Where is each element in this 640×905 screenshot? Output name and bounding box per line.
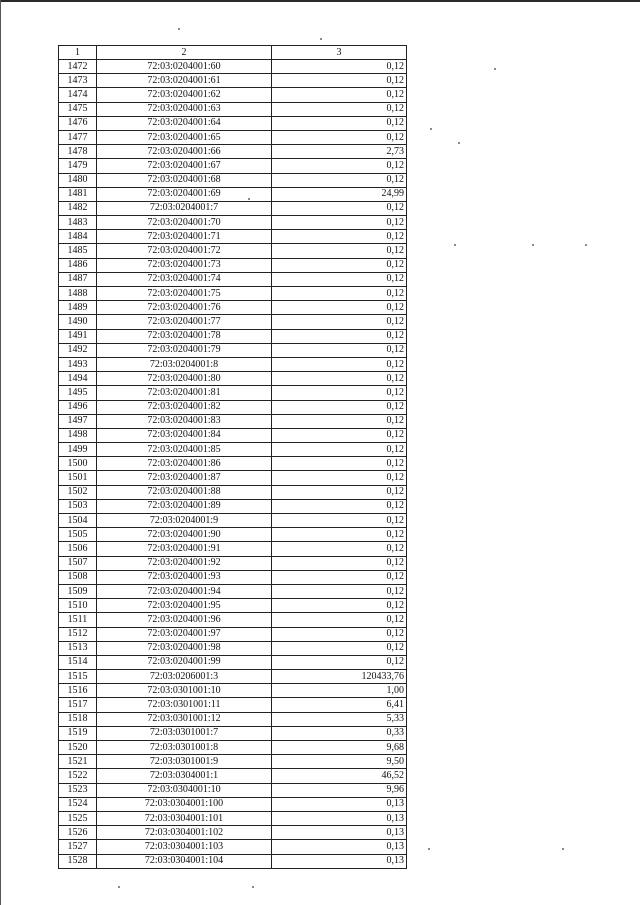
row-number-cell: 1502: [59, 485, 97, 499]
row-number-cell: 1514: [59, 655, 97, 669]
cadastral-number-cell: 72:03:0204001:89: [97, 499, 272, 513]
row-number-cell: 1524: [59, 797, 97, 811]
row-number-cell: 1493: [59, 357, 97, 371]
row-number-cell: 1473: [59, 74, 97, 88]
value-cell: 0,12: [272, 372, 407, 386]
table-row: [59, 811, 407, 825]
value-cell: 0,12: [272, 613, 407, 627]
row-number-cell: 1506: [59, 542, 97, 556]
table-row: [59, 258, 407, 272]
row-number-cell: 1518: [59, 712, 97, 726]
value-cell: 0,12: [272, 343, 407, 357]
scan-speck: [118, 886, 120, 888]
row-number-cell: 1480: [59, 173, 97, 187]
cadastral-number-cell: 72:03:0204001:70: [97, 216, 272, 230]
cadastral-number-cell: 72:03:0301001:10: [97, 684, 272, 698]
value-cell: 0,13: [272, 797, 407, 811]
row-number-cell: 1508: [59, 570, 97, 584]
cadastral-number-cell: 72:03:0204001:66: [97, 145, 272, 159]
cadastral-number-cell: 72:03:0204001:93: [97, 570, 272, 584]
table-row: [59, 528, 407, 542]
table-row: [59, 670, 407, 684]
value-cell: 0,12: [272, 272, 407, 286]
value-cell: 2,73: [272, 145, 407, 159]
value-cell: 0,12: [272, 655, 407, 669]
cadastral-number-cell: 72:03:0301001:7: [97, 726, 272, 740]
cadastral-number-cell: 72:03:0204001:71: [97, 230, 272, 244]
cadastral-number-cell: 72:03:0204001:75: [97, 287, 272, 301]
value-cell: 0,12: [272, 74, 407, 88]
scan-speck: [454, 244, 456, 246]
value-cell: 0,12: [272, 329, 407, 343]
value-cell: 0,12: [272, 400, 407, 414]
value-cell: 0,12: [272, 244, 407, 258]
table-row: [59, 556, 407, 570]
row-number-cell: 1501: [59, 471, 97, 485]
value-cell: 0,12: [272, 584, 407, 598]
row-number-cell: 1521: [59, 755, 97, 769]
cadastral-number-cell: 72:03:0204001:72: [97, 244, 272, 258]
row-number-cell: 1500: [59, 457, 97, 471]
row-number-cell: 1486: [59, 258, 97, 272]
row-number-cell: 1489: [59, 301, 97, 315]
table-row: [59, 230, 407, 244]
row-number-cell: 1515: [59, 670, 97, 684]
value-cell: 0,12: [272, 315, 407, 329]
scan-speck: [562, 848, 564, 850]
cadastral-number-cell: 72:03:0204001:78: [97, 329, 272, 343]
row-number-cell: 1498: [59, 428, 97, 442]
table-row: [59, 655, 407, 669]
row-number-cell: 1485: [59, 244, 97, 258]
cadastral-number-cell: 72:03:0204001:76: [97, 301, 272, 315]
value-cell: 0,12: [272, 201, 407, 215]
cadastral-number-cell: 72:03:0304001:102: [97, 826, 272, 840]
value-cell: 9,96: [272, 783, 407, 797]
table-row: [59, 826, 407, 840]
cadastral-number-cell: 72:03:0204001:94: [97, 584, 272, 598]
table-row: [59, 741, 407, 755]
row-number-cell: 1490: [59, 315, 97, 329]
table-row: [59, 485, 407, 499]
table-row: [59, 698, 407, 712]
value-cell: 0,12: [272, 471, 407, 485]
row-number-cell: 1499: [59, 443, 97, 457]
cadastral-number-cell: 72:03:0304001:103: [97, 840, 272, 854]
value-cell: 0,12: [272, 258, 407, 272]
scan-speck: [252, 886, 254, 888]
cadastral-number-cell: 72:03:0204001:63: [97, 102, 272, 116]
value-cell: 0,12: [272, 627, 407, 641]
table-row: [59, 60, 407, 74]
cadastral-number-cell: 72:03:0204001:87: [97, 471, 272, 485]
value-cell: 0,12: [272, 357, 407, 371]
cadastral-number-cell: 72:03:0204001:81: [97, 386, 272, 400]
column-header-1: 1: [59, 46, 97, 60]
cadastral-number-cell: 72:03:0204001:83: [97, 414, 272, 428]
row-number-cell: 1494: [59, 372, 97, 386]
row-number-cell: 1511: [59, 613, 97, 627]
table-row: [59, 145, 407, 159]
cadastral-number-cell: 72:03:0204001:60: [97, 60, 272, 74]
cadastral-number-cell: 72:03:0204001:80: [97, 372, 272, 386]
cadastral-number-cell: 72:03:0204001:86: [97, 457, 272, 471]
cadastral-number-cell: 72:03:0204001:92: [97, 556, 272, 570]
value-cell: 0,12: [272, 599, 407, 613]
cadastral-number-cell: 72:03:0204001:95: [97, 599, 272, 613]
table-row: [59, 755, 407, 769]
table-row: [59, 173, 407, 187]
row-number-cell: 1520: [59, 741, 97, 755]
cadastral-number-cell: 72:03:0204001:91: [97, 542, 272, 556]
cadastral-number-cell: 72:03:0304001:10: [97, 783, 272, 797]
value-cell: 120433,76: [272, 670, 407, 684]
value-cell: 0,12: [272, 88, 407, 102]
row-number-cell: 1504: [59, 514, 97, 528]
value-cell: 0,13: [272, 840, 407, 854]
cadastral-number-cell: 72:03:0301001:11: [97, 698, 272, 712]
table-row: [59, 216, 407, 230]
table-row: [59, 499, 407, 513]
cadastral-number-cell: 72:03:0304001:100: [97, 797, 272, 811]
row-number-cell: 1519: [59, 726, 97, 740]
table-row: [59, 471, 407, 485]
table-row: [59, 514, 407, 528]
table-row: [59, 854, 407, 868]
cadastral-number-cell: 72:03:0204001:85: [97, 443, 272, 457]
table-row: [59, 372, 407, 386]
value-cell: 9,50: [272, 755, 407, 769]
value-cell: 46,52: [272, 769, 407, 783]
cadastral-number-cell: 72:03:0301001:9: [97, 755, 272, 769]
column-header-3: 3: [272, 46, 407, 60]
value-cell: 0,12: [272, 570, 407, 584]
value-cell: 0,12: [272, 386, 407, 400]
value-cell: 0,12: [272, 216, 407, 230]
scan-speck: [532, 244, 534, 246]
table-row: [59, 287, 407, 301]
cadastral-number-cell: 72:03:0304001:104: [97, 854, 272, 868]
row-number-cell: 1488: [59, 287, 97, 301]
value-cell: 0,12: [272, 514, 407, 528]
row-number-cell: 1481: [59, 187, 97, 201]
cadastral-number-cell: 72:03:0204001:7: [97, 201, 272, 215]
value-cell: 0,12: [272, 173, 407, 187]
cadastral-number-cell: 72:03:0204001:68: [97, 173, 272, 187]
value-cell: 1,00: [272, 684, 407, 698]
table-row: [59, 386, 407, 400]
value-cell: 0,12: [272, 102, 407, 116]
table-row: [59, 201, 407, 215]
row-number-cell: 1491: [59, 329, 97, 343]
row-number-cell: 1475: [59, 102, 97, 116]
value-cell: 0,12: [272, 301, 407, 315]
cadastral-number-cell: 72:03:0204001:69: [97, 187, 272, 201]
cadastral-number-cell: 72:03:0206001:3: [97, 670, 272, 684]
row-number-cell: 1507: [59, 556, 97, 570]
row-number-cell: 1495: [59, 386, 97, 400]
table-row: [59, 783, 407, 797]
value-cell: 0,12: [272, 528, 407, 542]
row-number-cell: 1512: [59, 627, 97, 641]
scan-speck: [494, 68, 496, 70]
row-number-cell: 1528: [59, 854, 97, 868]
value-cell: 0,12: [272, 499, 407, 513]
value-cell: 5,33: [272, 712, 407, 726]
value-cell: 0,12: [272, 159, 407, 173]
cadastral-number-cell: 72:03:0301001:8: [97, 741, 272, 755]
value-cell: 0,12: [272, 457, 407, 471]
value-cell: 0,12: [272, 556, 407, 570]
row-number-cell: 1505: [59, 528, 97, 542]
row-number-cell: 1472: [59, 60, 97, 74]
row-number-cell: 1509: [59, 584, 97, 598]
table-header-row: [59, 46, 407, 60]
scan-top-edge: [0, 0, 640, 2]
table-row: [59, 584, 407, 598]
scan-speck: [430, 128, 432, 130]
cadastral-number-cell: 72:03:0204001:96: [97, 613, 272, 627]
row-number-cell: 1477: [59, 130, 97, 144]
column-header-2: 2: [97, 46, 272, 60]
value-cell: 0,12: [272, 60, 407, 74]
table-row: [59, 116, 407, 130]
value-cell: 0,12: [272, 443, 407, 457]
table-row: [59, 797, 407, 811]
table-row: [59, 840, 407, 854]
table-row: [59, 130, 407, 144]
value-cell: 0,33: [272, 726, 407, 740]
table-row: [59, 684, 407, 698]
table-row: [59, 272, 407, 286]
cadastral-number-cell: 72:03:0204001:61: [97, 74, 272, 88]
value-cell: 0,13: [272, 854, 407, 868]
table-row: [59, 570, 407, 584]
value-cell: 0,12: [272, 485, 407, 499]
cadastral-number-cell: 72:03:0204001:74: [97, 272, 272, 286]
value-cell: 0,12: [272, 641, 407, 655]
cadastral-number-cell: 72:03:0204001:9: [97, 514, 272, 528]
cadastral-number-cell: 72:03:0301001:12: [97, 712, 272, 726]
cadastral-number-cell: 72:03:0204001:98: [97, 641, 272, 655]
table-row: [59, 301, 407, 315]
table-row: [59, 159, 407, 173]
cadastral-number-cell: 72:03:0204001:73: [97, 258, 272, 272]
cadastral-number-cell: 72:03:0204001:65: [97, 130, 272, 144]
table-row: [59, 187, 407, 201]
row-number-cell: 1503: [59, 499, 97, 513]
table-row: [59, 613, 407, 627]
value-cell: 24,99: [272, 187, 407, 201]
row-number-cell: 1517: [59, 698, 97, 712]
table-row: [59, 627, 407, 641]
table-row: [59, 88, 407, 102]
row-number-cell: 1527: [59, 840, 97, 854]
cadastral-number-cell: 72:03:0304001:1: [97, 769, 272, 783]
table-row: [59, 457, 407, 471]
table-row: [59, 244, 407, 258]
cadastral-number-cell: 72:03:0304001:101: [97, 811, 272, 825]
row-number-cell: 1474: [59, 88, 97, 102]
row-number-cell: 1478: [59, 145, 97, 159]
row-number-cell: 1526: [59, 826, 97, 840]
scan-speck: [320, 38, 322, 40]
cadastral-number-cell: 72:03:0204001:99: [97, 655, 272, 669]
table-row: [59, 726, 407, 740]
table-row: [59, 414, 407, 428]
table-row: [59, 357, 407, 371]
row-number-cell: 1522: [59, 769, 97, 783]
cadastral-number-cell: 72:03:0204001:77: [97, 315, 272, 329]
scan-speck: [458, 142, 460, 144]
value-cell: 0,12: [272, 428, 407, 442]
table-row: [59, 102, 407, 116]
cadastral-number-cell: 72:03:0204001:79: [97, 343, 272, 357]
cadastral-number-cell: 72:03:0204001:90: [97, 528, 272, 542]
row-number-cell: 1497: [59, 414, 97, 428]
value-cell: 6,41: [272, 698, 407, 712]
value-cell: 0,12: [272, 414, 407, 428]
cadastral-number-cell: 72:03:0204001:82: [97, 400, 272, 414]
cadastral-number-cell: 72:03:0204001:67: [97, 159, 272, 173]
scan-speck: [585, 244, 587, 246]
scan-speck: [178, 28, 180, 30]
table-row: [59, 428, 407, 442]
table-body: [59, 46, 407, 869]
row-number-cell: 1492: [59, 343, 97, 357]
row-number-cell: 1510: [59, 599, 97, 613]
row-number-cell: 1483: [59, 216, 97, 230]
scan-speck: [428, 848, 430, 850]
row-number-cell: 1525: [59, 811, 97, 825]
value-cell: 0,13: [272, 826, 407, 840]
row-number-cell: 1487: [59, 272, 97, 286]
row-number-cell: 1484: [59, 230, 97, 244]
table-row: [59, 315, 407, 329]
row-number-cell: 1482: [59, 201, 97, 215]
value-cell: 9,68: [272, 741, 407, 755]
value-cell: 0,12: [272, 230, 407, 244]
row-number-cell: 1523: [59, 783, 97, 797]
table-row: [59, 329, 407, 343]
cadastral-number-cell: 72:03:0204001:97: [97, 627, 272, 641]
table-row: [59, 400, 407, 414]
table-row: [59, 343, 407, 357]
cadastral-number-cell: 72:03:0204001:62: [97, 88, 272, 102]
row-number-cell: 1476: [59, 116, 97, 130]
row-number-cell: 1479: [59, 159, 97, 173]
table-row: [59, 542, 407, 556]
cadastral-number-cell: 72:03:0204001:84: [97, 428, 272, 442]
value-cell: 0,12: [272, 542, 407, 556]
scan-left-edge: [0, 0, 1, 905]
table-row: [59, 641, 407, 655]
cadastral-number-cell: 72:03:0204001:64: [97, 116, 272, 130]
row-number-cell: 1496: [59, 400, 97, 414]
data-table: [58, 45, 407, 869]
cadastral-number-cell: 72:03:0204001:88: [97, 485, 272, 499]
value-cell: 0,12: [272, 287, 407, 301]
value-cell: 0,13: [272, 811, 407, 825]
row-number-cell: 1516: [59, 684, 97, 698]
table-row: [59, 443, 407, 457]
table-row: [59, 712, 407, 726]
table-row: [59, 769, 407, 783]
table-row: [59, 599, 407, 613]
value-cell: 0,12: [272, 130, 407, 144]
row-number-cell: 1513: [59, 641, 97, 655]
cadastral-number-cell: 72:03:0204001:8: [97, 357, 272, 371]
table-row: [59, 74, 407, 88]
value-cell: 0,12: [272, 116, 407, 130]
scan-speck: [248, 198, 250, 200]
